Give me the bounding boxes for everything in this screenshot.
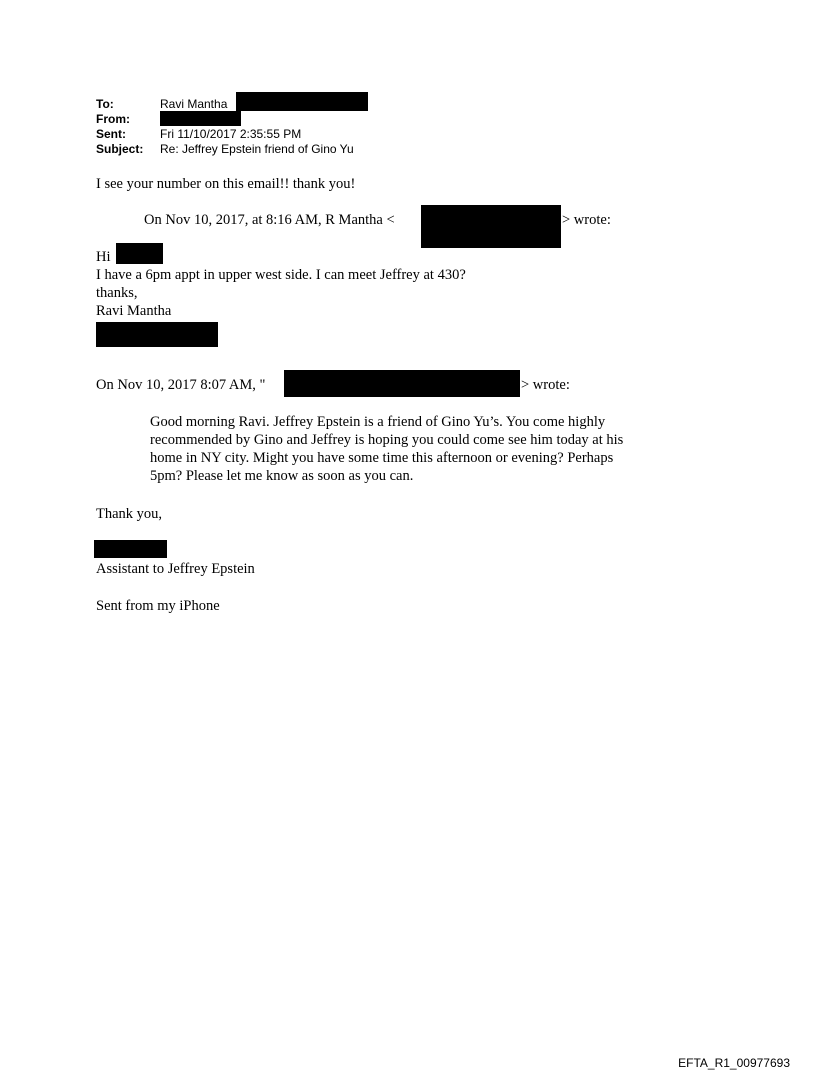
- quote2-paragraph-line2: recommended by Gino and Jeffrey is hoping you could come see him today at his: [150, 432, 624, 448]
- sent-from-line: Sent from my iPhone: [96, 598, 220, 614]
- redaction-signature-contact: [96, 322, 218, 347]
- from-label: From:: [96, 112, 130, 126]
- quote2-intro-suffix: > wrote:: [521, 377, 570, 393]
- quote2-paragraph-line4: 5pm? Please let me know as soon as you can.: [150, 468, 414, 484]
- sent-label: Sent:: [96, 127, 126, 141]
- subject-value: Re: Jeffrey Epstein friend of Gino Yu: [160, 142, 354, 156]
- quote1-signature: Ravi Mantha: [96, 303, 172, 319]
- redaction-greeting-name: [116, 243, 163, 264]
- reply-line: I see your number on this email!! thank you!: [96, 176, 356, 192]
- quote1-intro-suffix: > wrote:: [562, 212, 611, 228]
- quote2-intro-prefix: On Nov 10, 2017 8:07 AM, ": [96, 377, 266, 393]
- redaction-from: [160, 111, 241, 126]
- subject-label: Subject:: [96, 142, 144, 156]
- quote2-paragraph-line3: home in NY city. Might you have some time this afternoon or evening? Perhaps: [150, 450, 614, 466]
- quote2-paragraph-line1: Good morning Ravi. Jeffrey Epstein is a friend of Gino Yu’s. You come highly: [150, 414, 606, 430]
- redaction-assistant-name: [94, 540, 167, 558]
- assistant-title: Assistant to Jeffrey Epstein: [96, 561, 255, 577]
- quote1-greeting: Hi: [96, 249, 111, 265]
- thanks-line: Thank you,: [96, 506, 163, 522]
- document-id: EFTA_R1_00977693: [678, 1056, 790, 1070]
- quote1-line2: thanks,: [96, 285, 138, 301]
- redaction-quote1-email: [421, 205, 561, 248]
- sent-value: Fri 11/10/2017 2:35:55 PM: [160, 127, 302, 141]
- quote1-line1: I have a 6pm appt in upper west side. I can meet Jeffrey at 430?: [96, 267, 466, 283]
- redaction-quote2-sender: [284, 370, 520, 397]
- to-label: To:: [96, 97, 114, 111]
- to-value: Ravi Mantha: [160, 97, 228, 111]
- quote1-intro-prefix: On Nov 10, 2017, at 8:16 AM, R Mantha <: [144, 212, 395, 228]
- redaction-to-email: [236, 92, 368, 111]
